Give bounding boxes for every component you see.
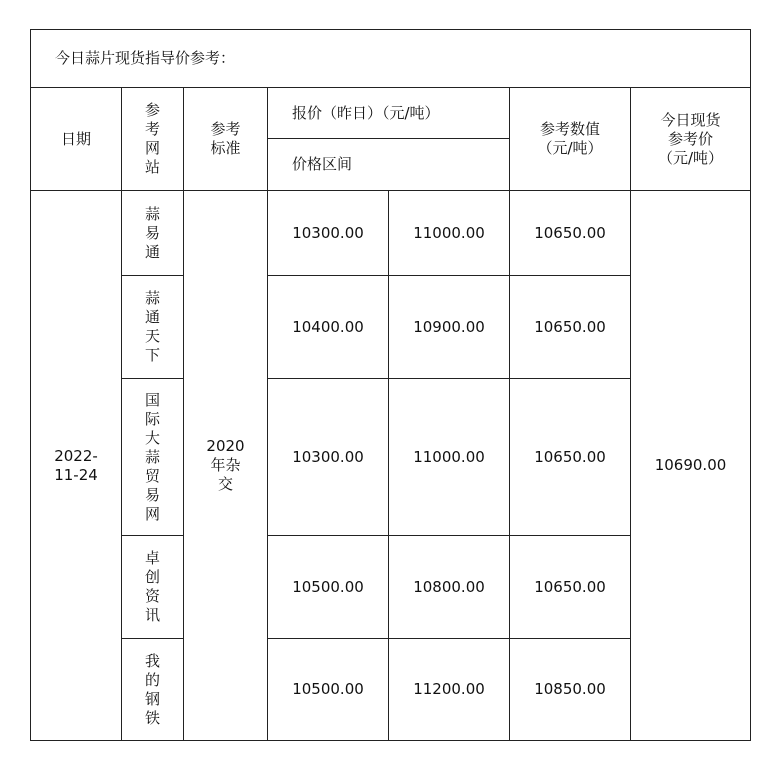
- site-cell: 我 的 钢 铁: [121, 638, 184, 741]
- header-site: 参 考 网 站: [121, 87, 184, 191]
- date-cell: 2022- 11-24: [30, 190, 122, 741]
- standard-cell: 2020 年杂 交: [183, 190, 268, 741]
- header-quote: 报价（昨日）（元/吨）: [267, 87, 510, 139]
- range-high-cell: 11000.00: [388, 378, 510, 536]
- table-title-text: 今日蒜片现货指导价参考：: [55, 49, 236, 67]
- site-cell: 国 际 大 蒜 贸 易 网: [121, 378, 184, 536]
- range-low-cell: 10400.00: [267, 275, 389, 379]
- header-range: 价格区间: [267, 138, 510, 191]
- header-standard: 参考 标准: [183, 87, 268, 191]
- header-date: 日期: [30, 87, 122, 191]
- range-low-cell: 10500.00: [267, 638, 389, 741]
- table-title: [30, 29, 751, 88]
- site-cell: 蒜 易 通: [121, 190, 184, 276]
- today-price-cell: 10690.00: [630, 190, 751, 741]
- range-low-cell: 10300.00: [267, 378, 389, 536]
- price-table: [30, 29, 751, 741]
- range-high-cell: 11200.00: [388, 638, 510, 741]
- range-high-cell: 11000.00: [388, 190, 510, 276]
- reference-value-cell: 10650.00: [509, 190, 631, 276]
- range-low-cell: 10500.00: [267, 535, 389, 639]
- reference-value-cell: 10650.00: [509, 275, 631, 379]
- range-low-cell: 10300.00: [267, 190, 389, 276]
- reference-value-cell: 10650.00: [509, 535, 631, 639]
- header-reference: 参考数值 （元/吨）: [509, 87, 631, 191]
- header-today: 今日现货 参考价 （元/吨）: [630, 87, 751, 191]
- range-high-cell: 10800.00: [388, 535, 510, 639]
- site-cell: 蒜 通 天 下: [121, 275, 184, 379]
- site-cell: 卓 创 资 讯: [121, 535, 184, 639]
- range-high-cell: 10900.00: [388, 275, 510, 379]
- reference-value-cell: 10650.00: [509, 378, 631, 536]
- reference-value-cell: 10850.00: [509, 638, 631, 741]
